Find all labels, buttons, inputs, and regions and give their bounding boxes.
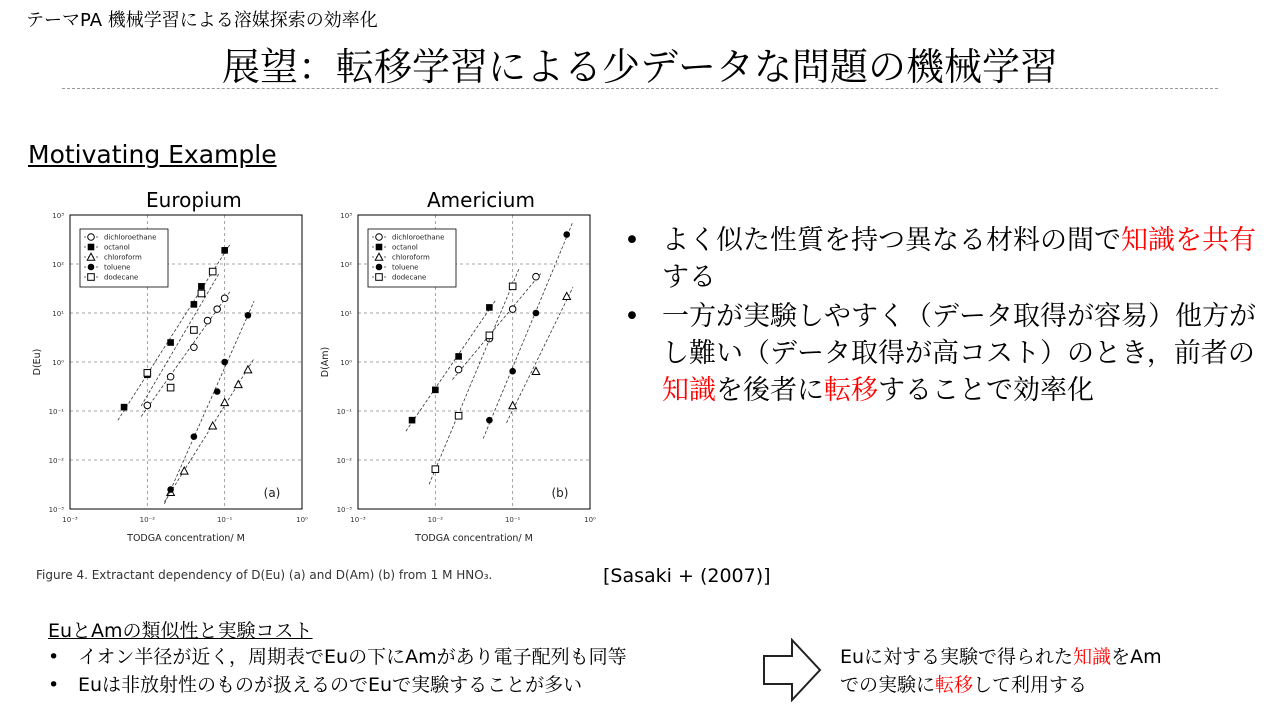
bullet-dot: • (624, 301, 640, 332)
data-point (167, 339, 174, 346)
text-run: して利用する (973, 674, 1088, 696)
fit-line (452, 272, 542, 380)
fit-line (429, 269, 519, 484)
data-point (198, 283, 205, 290)
legend-entry: octanol (104, 243, 130, 252)
data-point (509, 283, 516, 290)
legend-marker (376, 264, 383, 271)
data-point (221, 247, 228, 254)
data-point (209, 268, 216, 275)
data-point (245, 312, 252, 319)
data-point (533, 310, 540, 317)
data-point (214, 388, 221, 395)
legend-entry: dodecane (392, 273, 427, 282)
text-run: での実験に (840, 674, 936, 696)
text-run: をAm (1111, 646, 1162, 668)
title-divider (62, 88, 1218, 89)
y-tick-label: 10⁻³ (48, 506, 64, 514)
data-point (486, 332, 493, 339)
x-tick-label: 10⁰ (296, 516, 308, 524)
highlight-text: 知識を共有 (1121, 225, 1256, 256)
data-point (144, 370, 151, 377)
data-point (455, 353, 462, 360)
data-point (214, 306, 221, 313)
y-tick-label: 10² (340, 261, 352, 269)
bullet-text (662, 298, 1274, 409)
fit-line (506, 287, 572, 423)
americium-label: Americium (427, 188, 535, 212)
citation: [Sasaki + (2007)] (603, 565, 771, 587)
legend-marker (376, 234, 383, 241)
data-point (180, 467, 188, 474)
x-tick-label: 10⁰ (584, 516, 596, 524)
series-chloroform (506, 287, 572, 423)
data-point (121, 404, 128, 411)
data-point (234, 381, 242, 388)
highlight-text: 知識 (662, 375, 716, 406)
similarity-heading: EuとAmの類似性と実験コスト (48, 620, 313, 642)
fit-line (483, 222, 573, 439)
x-tick-label: 10⁻² (139, 516, 156, 524)
similarity-list (48, 643, 627, 699)
y-axis-label: D(Eu) (32, 348, 43, 376)
data-point (191, 327, 198, 334)
legend-marker (88, 264, 95, 271)
panel-label: (b) (551, 486, 569, 500)
data-point (191, 433, 198, 440)
panel-label: (a) (263, 486, 281, 500)
legend (368, 229, 456, 287)
bullet-item (624, 222, 1274, 296)
data-point (486, 304, 493, 311)
x-tick-label: 10⁻¹ (216, 516, 233, 524)
data-point (509, 368, 516, 375)
data-point (432, 466, 439, 473)
y-tick-label: 10³ (340, 212, 352, 220)
data-point (221, 399, 229, 406)
data-point (563, 231, 570, 238)
data-point (455, 366, 462, 373)
y-tick-label: 10⁻² (336, 457, 352, 465)
x-tick-label: 10⁻² (427, 516, 444, 524)
americium-chart (318, 205, 608, 555)
y-tick-label: 10³ (52, 212, 64, 220)
right-arrow-icon (762, 638, 822, 702)
text-run: する (662, 262, 716, 293)
data-point (191, 301, 198, 308)
legend-marker (376, 274, 383, 281)
data-point (221, 359, 228, 366)
slide-title: 展望：転移学習による少データな問題の機械学習 (221, 45, 1058, 89)
list-item (48, 671, 627, 699)
y-tick-label: 10⁻¹ (48, 408, 64, 416)
y-tick-label: 10⁰ (52, 359, 64, 367)
series-dichloroethane (141, 290, 231, 416)
legend-marker (88, 274, 95, 281)
data-point (432, 387, 439, 394)
legend-entry: toluene (104, 263, 131, 272)
fit-line (164, 301, 254, 504)
data-point (191, 344, 198, 351)
x-tick-label: 10⁻¹ (504, 516, 521, 524)
text-run: することで効率化 (878, 375, 1094, 406)
text-run: 一方が実験しやすく（データ取得が容易）他方がし難い（データ取得が高コスト）のとき，前者の (662, 301, 1256, 369)
list-item-text: イオン半径が近く，周期表でEuの下にAmがあり電子配列も同等 (78, 646, 627, 668)
y-tick-label: 10² (52, 261, 64, 269)
data-point (209, 422, 217, 429)
series-chloroform (164, 358, 254, 502)
legend-entry: dodecane (104, 273, 139, 282)
highlight-text: 転移 (824, 375, 878, 406)
series-dodecane (429, 269, 519, 484)
fit-line (406, 300, 496, 431)
data-point (221, 295, 228, 302)
y-tick-label: 10¹ (340, 310, 352, 318)
legend-entry: toluene (392, 263, 419, 272)
data-point (167, 373, 174, 380)
europium-label: Europium (146, 188, 242, 212)
data-point (509, 402, 517, 409)
data-point (409, 417, 416, 424)
data-point (144, 402, 151, 409)
x-tick-label: 10⁻³ (350, 516, 366, 524)
legend-entry: chloroform (392, 253, 430, 262)
list-item-text: Euは非放射性のものが扱えるのでEuで実験することが多い (78, 674, 583, 696)
legend-entry: dichloroethane (104, 233, 157, 242)
legend-marker (88, 244, 95, 251)
transfer-note (840, 643, 1162, 699)
y-tick-label: 10⁻¹ (336, 408, 352, 416)
series-toluene (164, 301, 254, 504)
bullet-dot: • (48, 674, 60, 696)
y-axis-label: D(Am) (320, 346, 331, 378)
data-point (244, 366, 252, 373)
bullet-text (662, 222, 1274, 296)
data-point (563, 292, 571, 299)
data-point (509, 306, 516, 313)
text-run: よく似た性質を持つ異なる材料の間で (662, 225, 1121, 256)
highlight-text: 知識 (1073, 646, 1112, 668)
series-dodecane (141, 268, 219, 406)
europium-chart (30, 205, 320, 555)
x-axis-label: TODGA concentration/ M (415, 533, 533, 544)
series-toluene (483, 222, 573, 439)
data-point (486, 417, 493, 424)
bullet-dot: • (624, 225, 640, 256)
x-axis-label: TODGA concentration/ M (127, 533, 245, 544)
y-tick-label: 10¹ (52, 310, 64, 318)
y-tick-label: 10⁰ (340, 359, 352, 367)
y-tick-label: 10⁻² (48, 457, 64, 465)
text-run: Euに対する実験で得られた (840, 646, 1074, 668)
data-point (533, 273, 540, 280)
bullet-item (624, 298, 1274, 409)
legend-entry: dichloroethane (392, 233, 445, 242)
data-point (167, 486, 174, 493)
key-points (624, 222, 1274, 411)
data-point (455, 412, 462, 419)
legend (80, 229, 168, 287)
list-item (48, 643, 627, 671)
fit-line (164, 358, 254, 502)
legend-entry: octanol (392, 243, 418, 252)
fit-line (141, 274, 219, 406)
text-run: を後者に (716, 375, 824, 406)
theme-label: テーマPA 機械学習による溶媒探索の効率化 (26, 10, 378, 31)
legend-entry: chloroform (104, 253, 142, 262)
bullet-dot: • (48, 646, 60, 668)
x-tick-label: 10⁻³ (62, 516, 78, 524)
series-octanol (406, 300, 496, 431)
legend-marker (376, 244, 383, 251)
data-point (167, 384, 174, 391)
data-point (198, 290, 205, 297)
legend-marker (88, 234, 95, 241)
highlight-text: 転移 (935, 674, 974, 696)
series-dichloroethane (452, 272, 542, 380)
data-point (204, 317, 211, 324)
y-tick-label: 10⁻³ (336, 506, 352, 514)
section-heading: Motivating Example (28, 140, 277, 169)
figure-caption: Figure 4. Extractant dependency of D(Eu) (a) and D(Am) (b) from 1 M HNO₃. (36, 568, 493, 582)
